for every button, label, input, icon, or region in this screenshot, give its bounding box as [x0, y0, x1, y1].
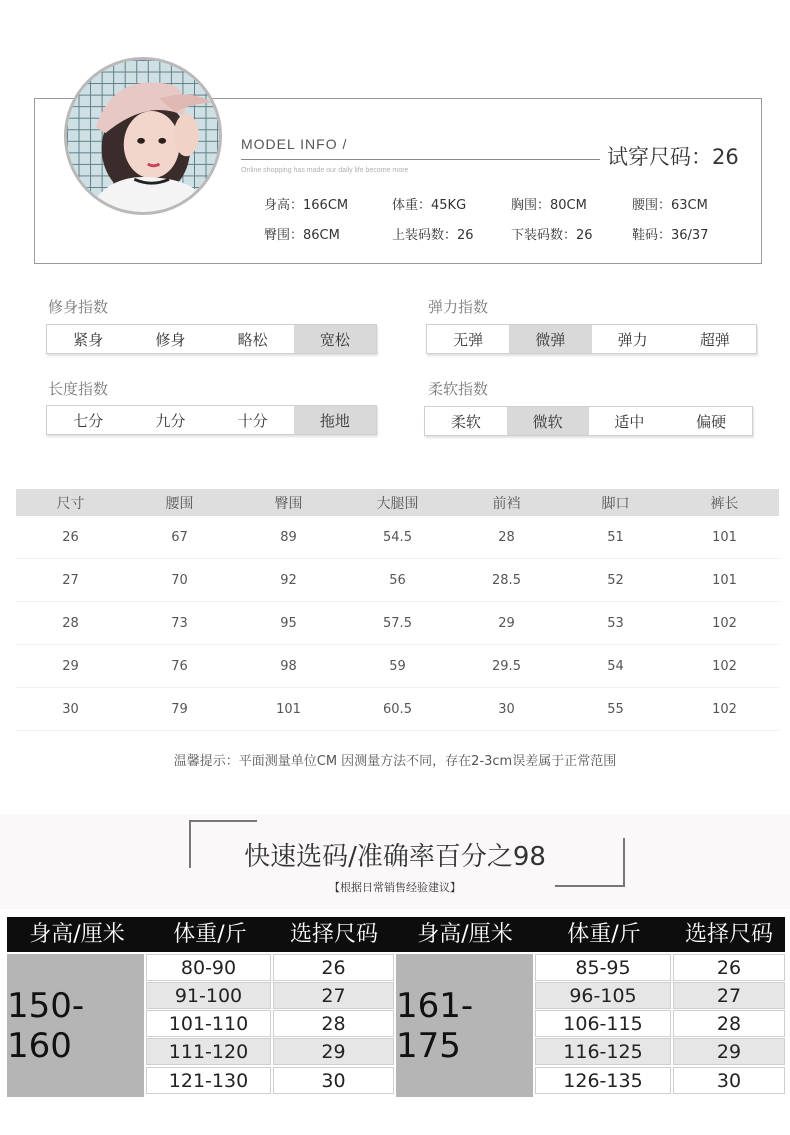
table-cell: 29: [62, 658, 79, 674]
header-cell: 前裆: [492, 495, 521, 512]
length-option: 九分: [155, 411, 186, 430]
size-cell: 28: [273, 1010, 394, 1037]
table-cell: 102: [712, 658, 737, 674]
softness-option: 适中: [614, 412, 645, 431]
table-cell: 57.5: [383, 615, 412, 631]
table-row: [16, 516, 779, 559]
stat-hip: 臀围：86CM: [264, 228, 340, 243]
table-cell: 92: [280, 572, 297, 588]
table-cell: 102: [712, 701, 737, 717]
table-cell: 89: [280, 529, 297, 545]
size-cell: 28: [673, 1010, 785, 1037]
weight-cell: 106-115: [535, 1010, 671, 1037]
fit-option: 紧身: [73, 330, 104, 349]
table-row: [16, 602, 779, 645]
length-index-scale: [46, 405, 377, 435]
table-cell: 27: [62, 572, 79, 588]
weight-cell: 111-120: [146, 1038, 271, 1065]
model-info-subtitle: Online shopping has made our daily life become more: [241, 167, 409, 174]
table-cell: 52: [607, 572, 624, 588]
stat-bust: 胸围：80CM: [511, 198, 587, 213]
table-cell: 67: [171, 529, 188, 545]
table-cell: 98: [280, 658, 297, 674]
table-cell: 28: [498, 529, 515, 545]
height-range-cell: 150-160: [7, 954, 144, 1097]
table-cell: 73: [171, 615, 188, 631]
table-cell: 76: [171, 658, 188, 674]
measurement-tip: 温馨提示：平面测量单位CM 因测量方法不同，存在2-3cm误差属于正常范围: [173, 754, 617, 769]
table-cell: 101: [712, 572, 737, 588]
height-range-cell: 161-175: [396, 954, 533, 1097]
header-cell: 臀围: [274, 495, 303, 512]
size-cell: 27: [273, 982, 394, 1009]
weight-cell: 85-95: [535, 954, 671, 981]
table-cell: 26: [62, 529, 79, 545]
trial-size: 试穿尺码：26: [607, 145, 739, 169]
header-cell: 选择尺码: [684, 922, 773, 947]
stat-height: 身高：166CM: [264, 198, 349, 213]
stat-waist: 腰围：63CM: [632, 198, 708, 213]
table-cell: 79: [171, 701, 188, 717]
quick-select-table: [7, 917, 785, 1097]
weight-cell: 116-125: [535, 1038, 671, 1065]
table-cell: 70: [171, 572, 188, 588]
softness-option: 偏硬: [696, 412, 727, 431]
header-cell: 身高/厘米: [29, 922, 125, 947]
elasticity-option-selected: 微弹: [509, 325, 591, 353]
table-cell: 54.5: [383, 529, 412, 545]
table-cell: 55: [607, 701, 624, 717]
size-cell: 30: [273, 1067, 394, 1094]
softness-option-selected: 微软: [507, 407, 589, 435]
elasticity-index-title: 弹力指数: [428, 298, 489, 316]
table-row: [16, 645, 779, 688]
stat-weight: 体重：45KG: [392, 198, 467, 213]
fit-option-selected: 宽松: [294, 325, 376, 353]
table-cell: 28.5: [492, 572, 521, 588]
elasticity-option: 无弹: [453, 330, 484, 349]
stat-shoe-size: 鞋码：36/37: [632, 228, 709, 243]
length-option-selected: 拖地: [294, 406, 376, 434]
header-cell: 选择尺码: [289, 922, 378, 947]
table-header: [16, 489, 779, 516]
size-cell: 29: [273, 1038, 394, 1065]
weight-cell: 126-135: [535, 1067, 671, 1094]
weight-cell: 80-90: [146, 954, 271, 981]
softness-option: 柔软: [450, 412, 481, 431]
size-cell: 29: [673, 1038, 785, 1065]
table-cell: 28: [62, 615, 79, 631]
header-cell: 大腿围: [376, 495, 419, 512]
size-cell: 30: [673, 1067, 785, 1094]
table-cell: 54: [607, 658, 624, 674]
fit-option: 略松: [237, 330, 268, 349]
table-cell: 53: [607, 615, 624, 631]
softness-index-scale: [424, 406, 753, 436]
table-row: [16, 688, 779, 731]
stat-bottom-size: 下装码数：26: [511, 228, 593, 243]
table-cell: 29.5: [492, 658, 521, 674]
stat-top-size: 上装码数：26: [392, 228, 474, 243]
model-photo: [64, 57, 222, 215]
size-cell: 27: [673, 982, 785, 1009]
model-info-title: MODEL INFO /: [241, 136, 348, 152]
elasticity-option: 弹力: [617, 330, 648, 349]
table-cell: 29: [498, 615, 515, 631]
weight-cell: 91-100: [146, 982, 271, 1009]
header-cell: 身高/厘米: [417, 922, 513, 947]
fit-option: 修身: [155, 330, 186, 349]
table-cell: 101: [712, 529, 737, 545]
length-index-title: 长度指数: [48, 380, 109, 398]
table-cell: 51: [607, 529, 624, 545]
header-cell: 体重/斤: [173, 922, 247, 947]
quick-select-subtitle: 【根据日常销售经验建议】: [329, 881, 461, 894]
table-cell: 95: [280, 615, 297, 631]
quick-select-title: 快速选码/准确率百分之98: [244, 842, 546, 872]
header-cell: 体重/斤: [567, 922, 641, 947]
weight-cell: 96-105: [535, 982, 671, 1009]
divider: [241, 159, 600, 160]
size-cell: 26: [673, 954, 785, 981]
weight-cell: 101-110: [146, 1010, 271, 1037]
table-cell: 102: [712, 615, 737, 631]
fit-index-title: 修身指数: [48, 298, 109, 316]
softness-index-title: 柔软指数: [428, 380, 489, 398]
size-chart-table: [16, 489, 779, 731]
elasticity-index-scale: [426, 324, 757, 354]
weight-cell: 121-130: [146, 1067, 271, 1094]
length-option: 十分: [237, 411, 268, 430]
header-cell: 脚口: [601, 495, 630, 512]
table-row: [16, 559, 779, 602]
table-cell: 30: [62, 701, 79, 717]
length-option: 七分: [73, 411, 104, 430]
table-cell: 59: [389, 658, 406, 674]
size-cell: 26: [273, 954, 394, 981]
fit-index-scale: [46, 324, 377, 354]
elasticity-option: 超弹: [699, 330, 730, 349]
header-cell: 腰围: [165, 495, 194, 512]
header-cell: 尺寸: [56, 495, 85, 512]
header-cell: 裤长: [710, 495, 739, 512]
table-cell: 30: [498, 701, 515, 717]
table-cell: 56: [389, 572, 406, 588]
table-cell: 60.5: [383, 701, 412, 717]
table-cell: 101: [276, 701, 301, 717]
